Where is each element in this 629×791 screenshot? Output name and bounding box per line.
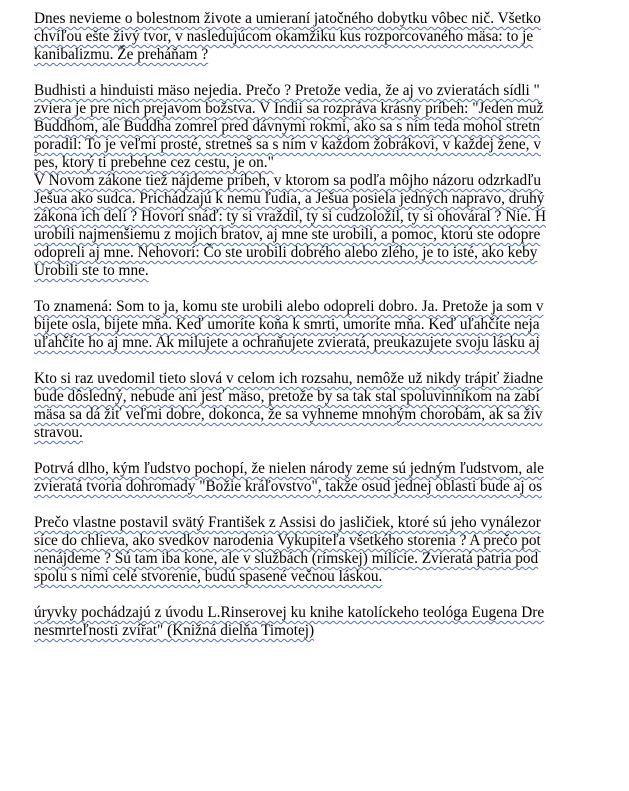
text-line: Kto si raz uvedomil tieto slová v celom ich rozsahu, nemôže už nikdy trápiť žiadne xyxy=(34,370,544,387)
text-line: pes, ktorý ti prebehne cez cestu, je on." xyxy=(34,154,274,171)
text-line: úryvky pochádzajú z úvodu L.Rinserovej ku knihe katolíckeho teológa Eugena Dre xyxy=(34,604,545,621)
text-line: bijete osla, bijete mňa. Keď umoríte koňa k smrti, umoríte mňa. Keď uľahčíte neja xyxy=(34,316,540,333)
text-line: Ješua ako sudca. Prichádzajú k nemu ľudia, a Ješua posiela jedných napravo, druhý xyxy=(34,190,545,207)
text-line: Buddhom, ale Buddha zomrel pred dávnymi rokmi, ako sa s ním teda mohol stretn xyxy=(34,118,540,135)
text-line: Urobili ste to mne. xyxy=(34,262,149,279)
text-line: síce do chlieva, ako svedkov narodenia Vykupiteľa všetkého storenia ? A prečo pot xyxy=(34,532,541,549)
paragraph-5 xyxy=(34,370,629,442)
text-line: chvíľou ešte živý tvor, v nasledujúcom okamžiku kus rozporcovaného mäsa: to je xyxy=(34,28,534,45)
paragraph-2 xyxy=(34,82,629,172)
paragraph-8 xyxy=(34,604,629,640)
text-line: poradil: To je veľmi prosté, stretneš sa s ním v každom žobrákovi, v každej žene, v xyxy=(34,136,541,153)
text-line: uľahčíte ho aj mne. Ak milujete a ochraňujete zvieratá, preukazujete svoju lásku aj xyxy=(34,334,540,351)
text-line: Dnes nevieme o bolestnom živote a umieraní jatočného dobytku vôbec nič. Všetko xyxy=(34,10,541,27)
paragraph-4 xyxy=(34,298,629,352)
text-line: spolu s nimi celé stvorenie, budú spasené večnou láskou. xyxy=(34,568,383,585)
text-line: zákona ich delí ? Hovorí snáď: ty si vraždil, ty si cudzoložil, ty si ohováral ? Nie. H xyxy=(34,208,547,225)
text-line: zvieratá tvoria dohromady "Božie kráľovstvo", takže osud jednej oblasti bude aj os xyxy=(34,478,543,495)
paragraph-7 xyxy=(34,514,629,586)
text-line: mäsa sa dá žiť veľmi dobre, dokonca, že sa vyhneme mnohým chorobám, ak sa živ xyxy=(34,406,543,423)
paragraph-6 xyxy=(34,460,629,496)
text-line: Prečo vlastne postavil svätý František z Assisi do jasličiek, ktoré sú jeho vynálezor xyxy=(34,514,541,531)
text-line: kanibalizmu. Že preháňam ? xyxy=(34,46,209,63)
text-line: To znamená: Som to ja, komu ste urobili alebo odopreli dobro. Ja. Pretože ja som v xyxy=(34,298,544,315)
document-body xyxy=(34,10,629,658)
text-line: urobili najmenšiemu z mojich bratov, aj mne ste urobili, a pomoc, ktorú ste odopre xyxy=(34,226,541,243)
text-line: nenájdeme ? Sú tam iba kone, ale v službách (rímskej) milície. Zvieratá patria pod xyxy=(34,550,539,567)
paragraph-1 xyxy=(34,10,629,64)
text-line: nesmrteľnosti zvířat" (Knižná dielňa Timotej) xyxy=(34,622,315,639)
text-line: Budhisti a hinduisti mäso nejedia. Prečo ? Pretože vedia, že aj vo zvieratách sídli " xyxy=(34,82,540,99)
text-line: zviera je pre nich prejavom božstva. V Indii sa rozpráva krásny príbeh: "Jeden muž xyxy=(34,100,544,117)
text-line: V Novom zákone tiež nájdeme príbeh, v ktorom sa podľa môjho názoru odzrkadľu xyxy=(34,172,542,189)
paragraph-3 xyxy=(34,172,629,280)
text-line: bude dôsledný, nebude ani jesť mäso, pretože by sa tak stal spoluvinníkom na zabí xyxy=(34,388,540,405)
text-line: Potrvá dlho, kým ľudstvo pochopí, že nielen národy zeme sú jedným ľudstvom, ale xyxy=(34,460,544,477)
text-line: stravou. xyxy=(34,424,83,441)
text-line: odopreli aj mne. Nehovorí: Čo ste urobili dobrého alebo zlého, je to isté, ako keby xyxy=(34,244,538,261)
